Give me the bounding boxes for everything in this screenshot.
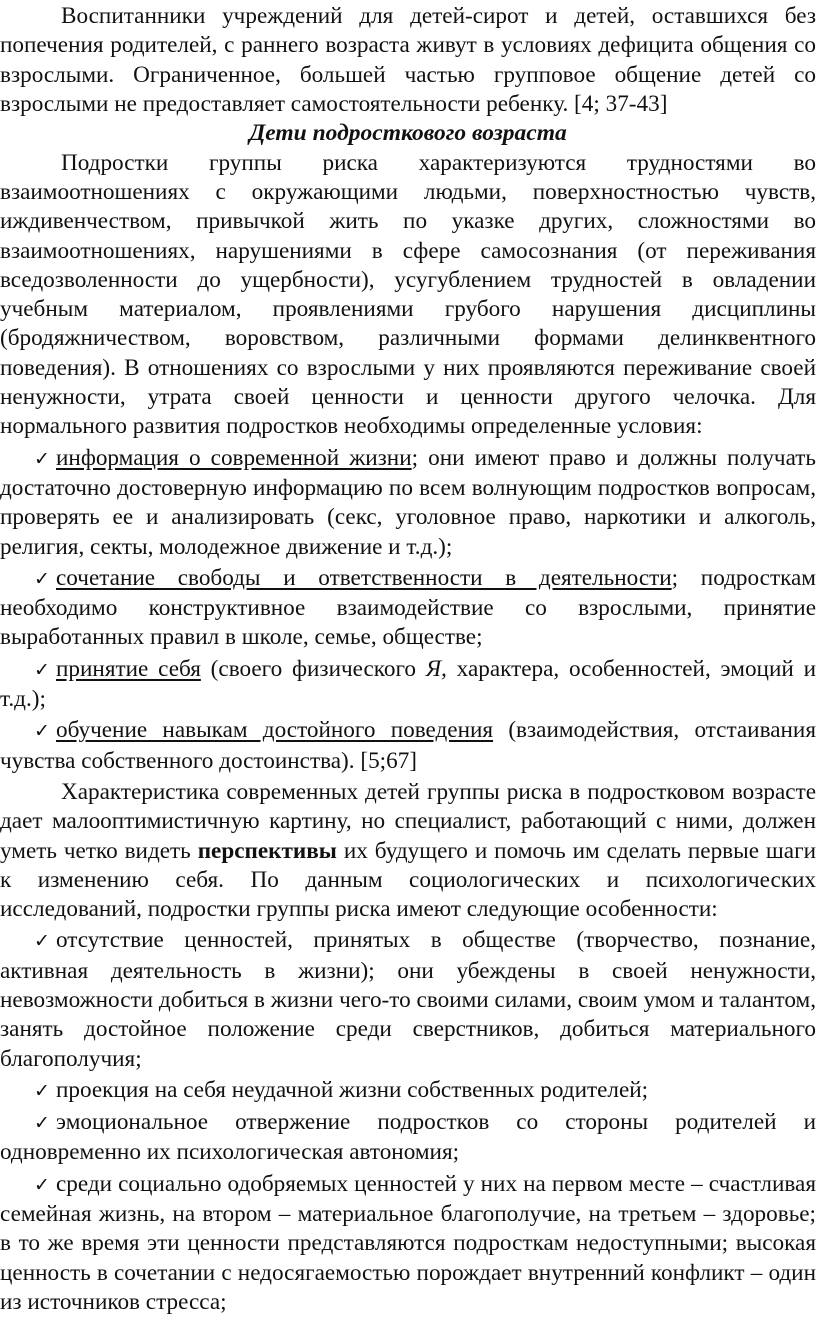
condition-text: (взаимодействия, отстаивания чувства собственного достоинства). [5;67] bbox=[0, 717, 816, 774]
condition-text: характера, особенностей, эмоций и т.д.); bbox=[0, 655, 816, 713]
checkmark-icon: ✓ bbox=[34, 447, 50, 470]
condition-title: информация о современной жизни bbox=[56, 444, 412, 471]
condition-text: ; подросткам необходимо конструктивное взаимодействие со взрослыми, принятие выработанных правил в школе, семье, обществе; bbox=[0, 564, 816, 651]
feature-item bbox=[0, 1108, 816, 1168]
condition-item bbox=[0, 564, 816, 653]
condition-title: принятие себя bbox=[56, 655, 201, 682]
feature-item bbox=[0, 1076, 816, 1106]
checkmark-icon: ✓ bbox=[34, 720, 50, 743]
paragraph-characteristics bbox=[0, 778, 816, 924]
condition-title: сочетание свободы и ответственности в деятельности bbox=[56, 564, 672, 591]
characteristics-text-end: их будущего и помочь им сделать первые шаги к изменению себя. По данным социологических и психологических исследований, подростки группы риска имеют следующие особенности: bbox=[0, 837, 816, 923]
checkmark-icon: ✓ bbox=[34, 930, 50, 953]
paragraph-teen-risk: Подростки группы риска характеризуются трудностями во взаимоотношениях с окружающими людьми, поверхностностью чувств, иждивенчеством, привычкой жить по указке других, сложностями во взаимоотношениях, нарушениями в сфере самосознания (от переживания вседозволенности до ущербности), усугублением трудностей в овладении учебным материалом, проявлениями грубого нарушения дисциплины (бродяжничеством, воровством, различными формами делинквентного поведения). В отношениях со взрослыми у них проявляются переживание своей ненужности, утрата своей ценности и ценности другого челочка. Для нормального развития подростков необходимы определенные условия: bbox=[0, 149, 816, 440]
condition-item bbox=[0, 444, 816, 562]
feature-text: проекция на себя неудачной жизни собственных родителей; bbox=[56, 1076, 649, 1103]
feature-text: среди социально одобряемых ценностей у них на первом месте – счастливая семейная жизнь, на втором – материальное благополучие, на третьем – здоровье; в то же время эти ценности представляются подросткам недоступными; высокая ценность в сочетании с недосягаемостью порождает внутренний конфликт – один из источников стресса; bbox=[0, 1170, 816, 1315]
condition-italic-ya: Я, bbox=[425, 655, 447, 682]
condition-item bbox=[0, 716, 816, 776]
condition-text: ; они имеют право и должны получать достаточно достоверную информацию по всем волнующим подростков вопросам, проверять ее и анализировать (секс, уголовное право, наркотики и алкоголь, религия, секты, молодежное движение и т.д.); bbox=[0, 444, 816, 560]
feature-item bbox=[0, 1170, 816, 1317]
checkmark-icon: ✓ bbox=[34, 567, 50, 590]
feature-item bbox=[0, 926, 816, 1073]
checkmark-icon: ✓ bbox=[34, 658, 50, 681]
condition-text-before: (своего физического bbox=[200, 655, 426, 682]
feature-text: эмоциональное отвержение подростков со стороны родителей и одновременно их психологическая автономия; bbox=[0, 1109, 816, 1166]
paragraph-orphans-intro: Воспитанники учреждений для детей-сирот и детей, оставшихся без попечения родителей, с раннего возраста живут в условиях дефицита общения со взрослыми. Ограниченное, большей частью групповое общение детей со взрослыми не предоставляет самостоятельности ребенку. [4; 37-43] bbox=[0, 3, 816, 117]
characteristics-text-start: Характеристика современных детей группы риска в подростковом возрасте дает малооптимистичную картину, но специалист, работающий с ними, должен уметь четко видеть bbox=[0, 778, 816, 864]
checkmark-icon: ✓ bbox=[34, 1173, 50, 1196]
section-heading: Дети подросткового возраста bbox=[249, 120, 567, 147]
condition-title: обучение навыкам достойного поведения bbox=[56, 717, 494, 744]
characteristics-bold-term: перспективы bbox=[197, 837, 337, 864]
checkmark-icon: ✓ bbox=[34, 1079, 50, 1102]
condition-item bbox=[0, 655, 816, 715]
checkmark-icon: ✓ bbox=[34, 1112, 50, 1135]
feature-text: отсутствие ценностей, принятых в обществе (творчество, познание, активная деятельность в жизни); они убеждены в своей ненужности, невозможности добиться в жизни чего-то своими силами, своим умом и талантом, занять достойное положение среди сверстников, добиться материального благополучия; bbox=[0, 927, 816, 1072]
